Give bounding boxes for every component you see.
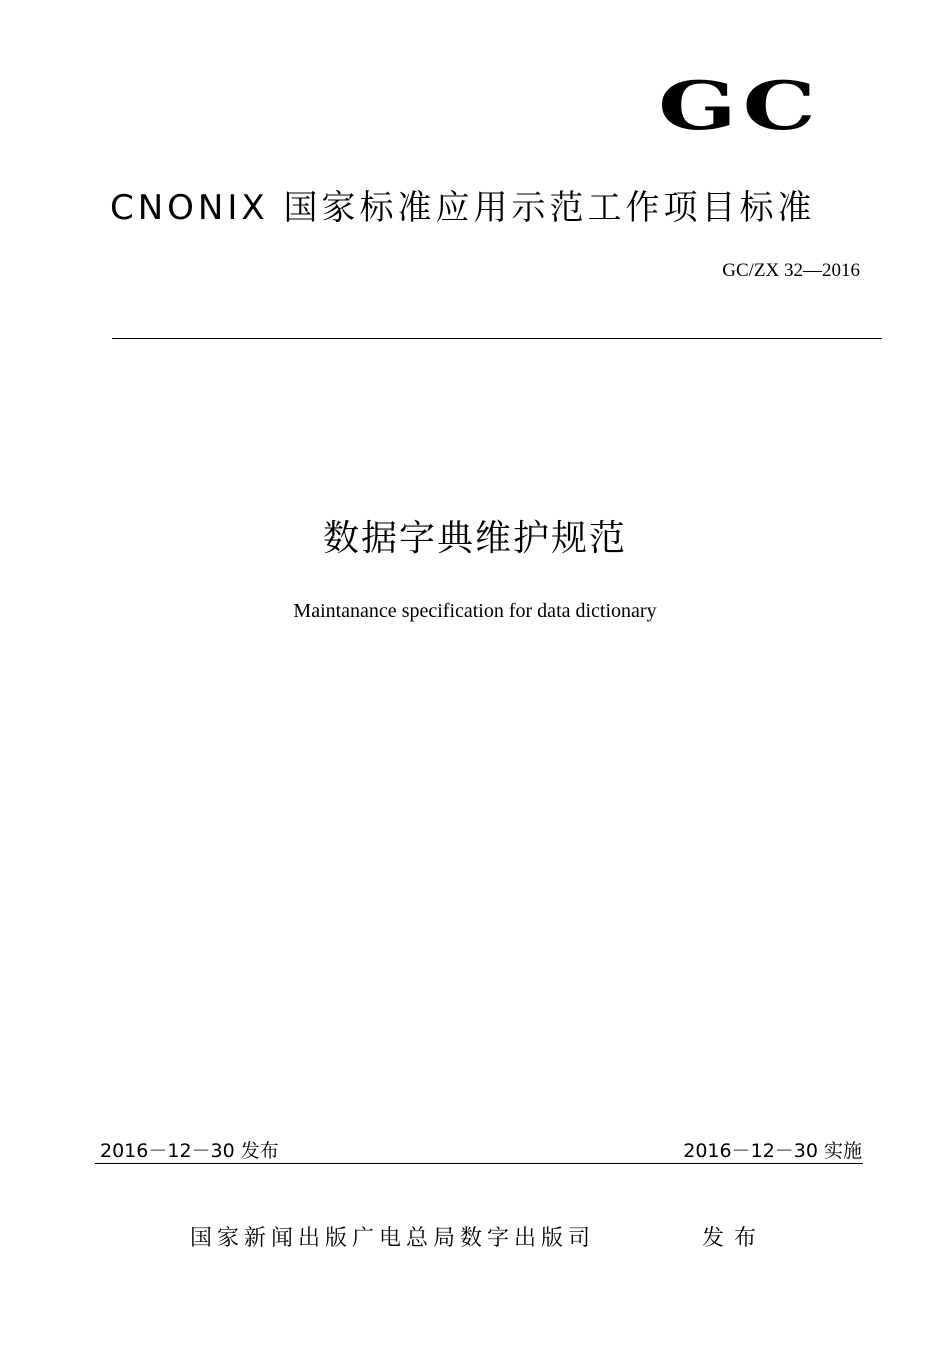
gc-logo: GC <box>658 67 822 145</box>
effective-date: 2016－12－30 实施 <box>683 1140 862 1162</box>
issue-date: 2016－12－30 发布 <box>100 1140 279 1162</box>
publisher-action: 发布 <box>702 1226 767 1251</box>
standard-number: GC/ZX 32—2016 <box>722 260 860 281</box>
bottom-divider <box>95 1163 863 1164</box>
top-divider <box>112 338 882 339</box>
publisher-name: 国家新闻出版广电总局数字出版司 <box>190 1226 596 1251</box>
document-title: 数据字典维护规范 <box>322 518 627 559</box>
series-title: CNONIX 国家标准应用示范工作项目标准 <box>110 188 816 228</box>
document-title-english: Maintanance specification for data dictionary <box>293 600 657 622</box>
